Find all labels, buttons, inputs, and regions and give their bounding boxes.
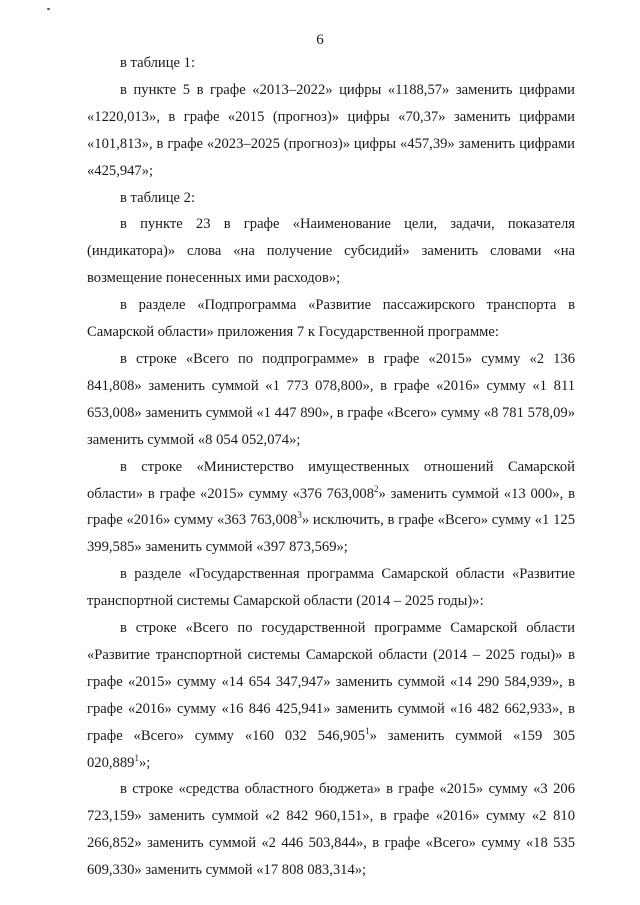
text-run: » исключить, в графе «Всего» сумму «1 125 399,585» заменить суммой «397 873,569»; <box>87 512 575 556</box>
footnote-mark: 1 <box>365 725 370 736</box>
paragraph: в строке «Всего по подпрограмме» в графе «2015» сумму «2 136 841,808» заменить суммой «1 773 078,800», в графе «2016» сумму «1 811 653,008» заменить суммой «1 447 890», в графе «Всего» сумму «8 781 578,09» заменить суммой «8 054 052,074»; <box>87 350 575 448</box>
text-run: в строке «Министерство имущественных отношений Самарской области» в графе «2015» сумму «376 763,008 <box>87 458 575 502</box>
paragraph: в пункте 23 в графе «Наименование цели, задачи, показателя (индикатора)» слова «на получение субсидий» заменить словами «на возмещение понесенных ими расходов»; <box>87 216 575 287</box>
page-number: 6 <box>316 32 324 48</box>
paragraph: в строке «средства областного бюджета» в графе «2015» сумму «3 206 723,159» заменить суммой «2 842 960,151», в графе «2016» сумму «2 810 266,852» заменить суммой «2 446 503,844», в графе «Всего» сумму «18 535 609,330» заменить суммой «17 808 083,314»; <box>87 781 575 879</box>
scan-speck <box>47 8 50 10</box>
paragraph: в разделе «Государственная программа Самарской области «Развитие транспортной системы Самарской области (2014 – 2025 годы)»: <box>87 566 575 610</box>
text-run: в строке «Всего по государственной программе Самарской области «Развитие транспортной системы Самарской области (2014 – 2025 годы)» в графе «2015» сумму «14 654 347,947» заменить суммой «14 290 584,939», в графе «2016» сумму «16 846 425,941» заменить суммой «16 482 662,933», в графе «Всего» сумму «160 032 546,905 <box>87 620 575 744</box>
document-body <box>87 50 575 884</box>
paragraph: в разделе «Подпрограмма «Развитие пассажирского транспорта в Самарской области» приложения 7 к Государственной программе: <box>87 297 575 341</box>
footnote-mark: 1 <box>134 752 139 763</box>
text-run: » заменить суммой «13 000», в графе «2016» сумму «363 763,008 <box>87 485 575 529</box>
footnote-mark: 2 <box>374 483 379 494</box>
paragraph: в таблице 2: <box>120 189 196 206</box>
footnote-mark: 3 <box>297 510 302 521</box>
paragraph <box>87 454 575 562</box>
paragraph: в таблице 1: <box>120 55 196 71</box>
paragraph <box>87 615 575 776</box>
paragraph: в пункте 5 в графе «2013–2022» цифры «1188,57» заменить цифрами «1220,013», в графе «2015 (прогноз)» цифры «70,37» заменить цифрами «101,813», в графе «2023–2025 (прогноз)» цифры «457,39» заменить цифрами «425,947»; <box>87 81 575 179</box>
text-run: »; <box>138 754 151 771</box>
text-run: » заменить суммой «159 305 020,889 <box>87 727 575 771</box>
